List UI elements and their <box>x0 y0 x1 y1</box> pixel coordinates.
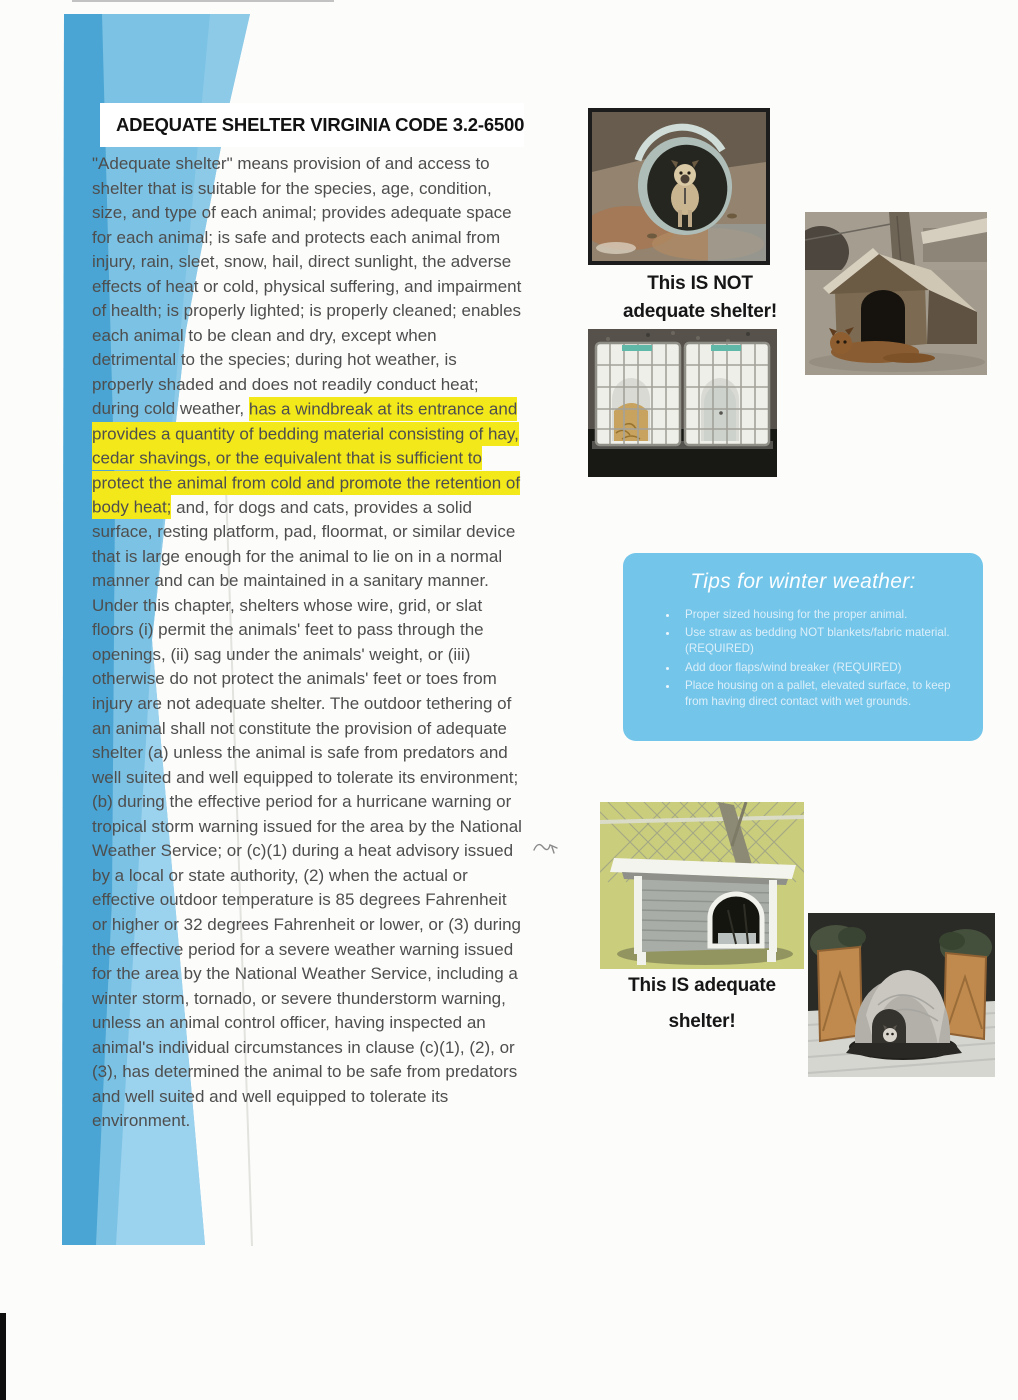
tips-list-item: • Place housing on a pallet, elevated surface, to keep from having direct contact with wet grounds. <box>679 678 965 710</box>
tips-list-item: • Proper sized housing for the proper animal. <box>679 607 965 623</box>
caption-not-line1: This IS NOT <box>647 273 753 294</box>
scan-artifact-bottom-bar <box>0 1313 6 1400</box>
code-paragraph-segment: has a windbreak at its entrance and provides a quantity of bedding material consisting of hay, cedar shavings, or the equivalent that is sufficient to protect the animal from cold and promote the retention of body heat; <box>92 397 520 519</box>
caption-not-line2: adequate shelter! <box>623 301 777 322</box>
caption-adequate-line1: This IS adequate <box>628 975 776 996</box>
page-title-text: ADEQUATE SHELTER VIRGINIA CODE 3.2-6500 <box>116 114 525 135</box>
caption-not-adequate <box>586 270 814 326</box>
igloo-dog-house-photo <box>808 913 995 1077</box>
scan-artifact-top-line <box>72 0 334 2</box>
code-paragraph-segment: and, for dogs and cats, provides a solid surface, resting platform, pad, floormat, or similar device that is large enough for the animal to lie on in a normal manner and can be maintained in a sanitary manner. Under this chapter, shelters whose wire, grid, or slat floors (i) permit the animals' feet to pass through the openings, (ii) sag under the animals' weight, or (iii) otherwise do not protect the animals' feet or toes from injury are not adequate shelter. The outdoor tethering of an animal shall not constitute the provision of adequate shelter (a) unless the animal is safe from predators and well suited and well equipped to tolerate its environment; (b) during the effective period for a hurricane warning or tropical storm warning issued for the area by the National Weather Service; or (c)(1) during a heat advisory issued by a local or state authority, (2) when the actual or effective outdoor temperature is 85 degrees Fahrenheit or higher or 32 degrees Fahrenheit or lower, or (3) during the effective period for a severe weather warning issued for the area by the National Weather Service, including a winter storm, tornado, or severe thunderstorm warning, unless an animal control officer, having inspected an animal's individual circumstances in clause (c)(1), (2), or (3), has determined the animal to be safe from predators and well suited and well equipped to tolerate its environment. <box>92 497 522 1131</box>
page-title <box>100 103 524 147</box>
tips-for-winter-weather-box <box>623 553 983 741</box>
tips-list-item: • Add door flaps/wind breaker (REQUIRED) <box>679 660 965 676</box>
dog-outside-wooden-doghouse-photo <box>805 212 987 375</box>
tips-list-item: • Use straw as bedding NOT blankets/fabric material. (REQUIRED) <box>679 625 965 657</box>
pen-mark-scribble <box>531 838 565 860</box>
code-paragraph <box>92 152 522 1134</box>
caption-adequate-line2: shelter! <box>668 1011 736 1032</box>
caption-adequate <box>586 975 818 1033</box>
tips-box-title: Tips for winter weather: <box>690 570 916 593</box>
dog-in-metal-barrel-photo <box>588 108 770 265</box>
ibc-tote-shelters-photo <box>588 329 777 477</box>
code-paragraph-segment: "Adequate shelter" means provision of and access to shelter that is suitable for the species, age, condition, size, and type of each animal; provides adequate space for each animal; is safe and protects each animal from injury, rain, sleet, snow, hail, direct sunlight, the adverse effects of heat or cold, physical suffering, and impairment of health; is properly lighted; is properly cleaned; enables each animal to be clean and dry, except when detrimental to the species; during hot weather, is properly shaded and does not readily conduct heat; during cold weather, <box>92 154 522 419</box>
gray-wooden-doghouse-photo <box>600 802 804 969</box>
tips-list <box>659 607 969 710</box>
